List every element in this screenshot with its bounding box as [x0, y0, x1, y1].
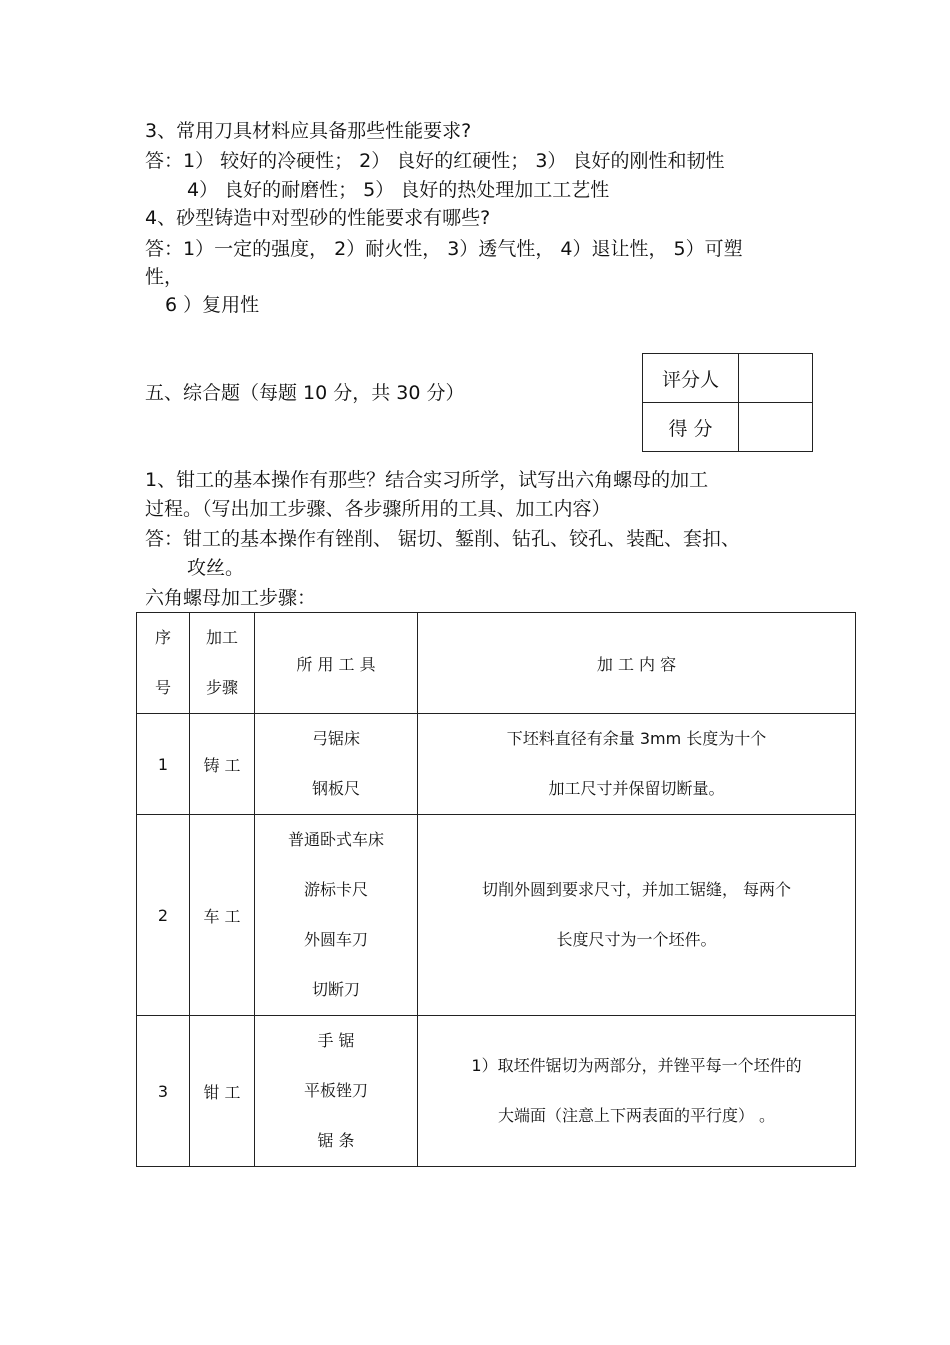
- row-step: 铸 工: [190, 714, 255, 815]
- tool-item: 外圆车刀: [303, 930, 368, 949]
- table-caption: 六角螺母加工步骤：: [145, 587, 317, 609]
- q4-answer-line2: 性，: [145, 266, 184, 288]
- table-row: [137, 815, 856, 1016]
- row-seq: 1: [137, 714, 190, 815]
- grader-field[interactable]: [739, 354, 813, 403]
- content-line: 下坯料直径有余量 3mm 长度为十个: [506, 729, 767, 748]
- content-line: 加工尺寸并保留切断量。: [548, 779, 725, 798]
- row-step: 车 工: [190, 815, 255, 1016]
- row-content: [418, 714, 856, 815]
- row-tools: [255, 714, 418, 815]
- header-seq-bottom: 号: [154, 678, 171, 697]
- header-seq: [137, 613, 190, 714]
- q5-1-question-line1: 1、钳工的基本操作有那些？结合实习所学，试写出六角螺母的加工: [145, 469, 709, 491]
- q3-answer-line1: 答：1） 较好的冷硬性； 2） 良好的红硬性； 3） 良好的刚性和韧性: [145, 150, 725, 172]
- q5-1-question-line2: 过程。（写出加工步骤、各步骤所用的工具、加工内容）: [145, 498, 611, 520]
- section5-title: 五、综合题（每题 10 分，共 30 分）: [145, 382, 465, 404]
- header-seq-top: 序: [154, 628, 171, 647]
- tool-item: 平板锉刀: [303, 1081, 368, 1100]
- row-tools: [255, 815, 418, 1016]
- content-line: 大端面（注意上下两表面的平行度） 。: [497, 1106, 776, 1125]
- tool-item: 普通卧式车床: [287, 830, 384, 849]
- row-seq: 2: [137, 815, 190, 1016]
- tool-item: 弓锯床: [311, 729, 360, 748]
- table-row: [137, 714, 856, 815]
- table-header-row: [137, 613, 856, 714]
- row-seq: 3: [137, 1016, 190, 1167]
- header-content: 加 工 内 容: [418, 613, 856, 714]
- tool-item: 手 锯: [317, 1031, 355, 1050]
- header-step-bottom: 步骤: [205, 678, 238, 697]
- score-label: 得 分: [643, 403, 739, 452]
- q5-1-answer-line2: 攻丝。: [187, 557, 245, 579]
- grader-label: 评分人: [643, 354, 739, 403]
- header-tools: 所 用 工 具: [255, 613, 418, 714]
- process-table: [136, 612, 856, 1167]
- header-step-top: 加工: [205, 628, 238, 647]
- content-line: 切削外圆到要求尺寸，并加工锯缝， 每两个: [481, 880, 792, 899]
- q4-answer-line3: 6 ）复用性: [165, 294, 260, 316]
- content-line: 1）取坯件锯切为两部分，并锉平每一个坯件的: [471, 1056, 802, 1075]
- content-line: 长度尺寸为一个坯件。: [556, 930, 717, 949]
- header-step: [190, 613, 255, 714]
- score-box: [642, 353, 813, 452]
- q5-1-answer-line1: 答：钳工的基本操作有锉削、 锯切、錾削、钻孔、铰孔、装配、套扣、: [145, 528, 741, 550]
- tool-item: 切断刀: [311, 980, 360, 999]
- row-content: [418, 815, 856, 1016]
- tool-item: 游标卡尺: [303, 880, 368, 899]
- tool-item: 锯 条: [317, 1131, 355, 1150]
- q3-question: 3、常用刀具材料应具备那些性能要求?: [145, 120, 472, 142]
- score-field[interactable]: [739, 403, 813, 452]
- q4-question: 4、砂型铸造中对型砂的性能要求有哪些?: [145, 207, 491, 229]
- tool-item: 钢板尺: [311, 779, 360, 798]
- q4-answer-line1: 答：1）一定的强度， 2）耐火性， 3）透气性， 4）退让性， 5）可塑: [145, 238, 743, 260]
- table-row: [137, 1016, 856, 1167]
- q3-answer-line2: 4） 良好的耐磨性； 5） 良好的热处理加工工艺性: [187, 179, 610, 201]
- row-tools: [255, 1016, 418, 1167]
- row-content: [418, 1016, 856, 1167]
- row-step: 钳 工: [190, 1016, 255, 1167]
